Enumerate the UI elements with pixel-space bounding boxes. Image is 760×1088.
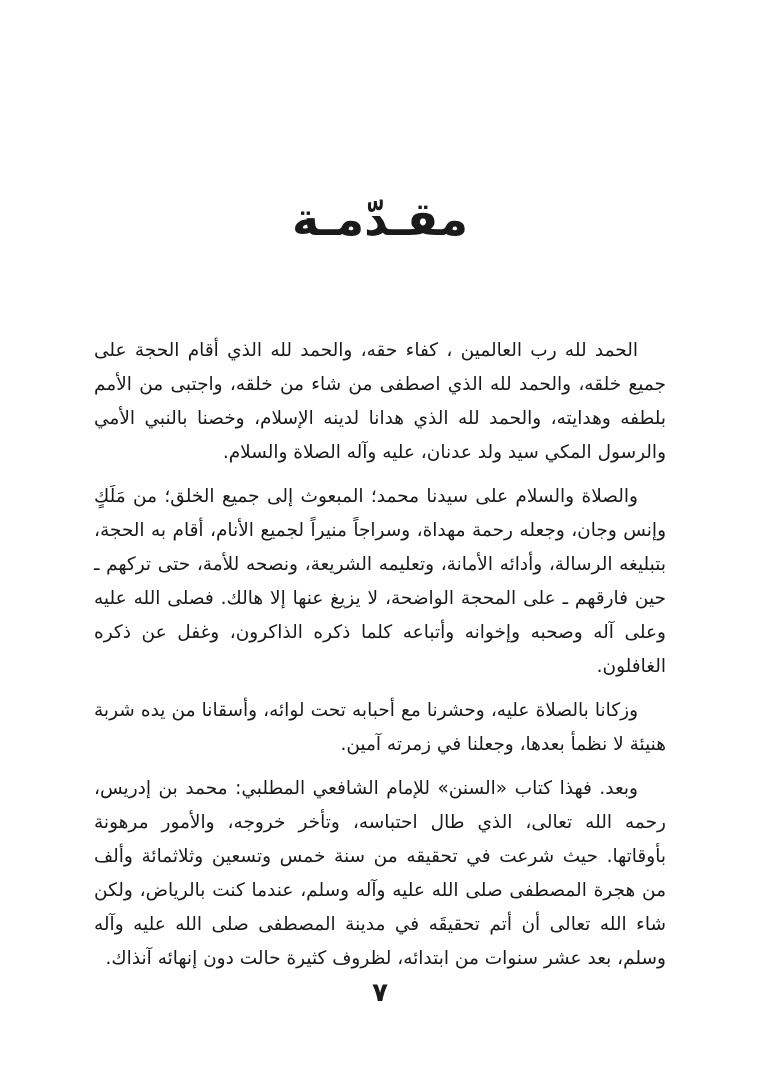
paragraph-1: الحمد لله رب العالمين ، كفاء حقه، والحمد لله الذي أقام الحجة على جميع خلقه، والحمد لله الذي اصطفى من شاء من خلقه، واجتبى من الأمم بلطفه وهدايته، والحمد لله الذي هدانا لدينه الإسلام، وخصنا بالنبي الأمي والرسول المكي سيد ولد عدنان، عليه وآله الصلاة والسلام. [94, 340, 666, 463]
body-text [94, 334, 666, 986]
paragraph-3: وزكانا بالصلاة عليه، وحشرنا مع أحبابه تحت لوائه، وأسقانا من يده شربة هنيئة لا نظمأ بعدها، وجعلنا في زمرته آمين. [94, 700, 666, 755]
page-title: مقـدّمـة [292, 192, 468, 246]
paragraph-4: وبعد. فهذا كتاب «السنن» للإمام الشافعي المطلبي: محمد بن إدريس، رحمه الله تعالى، الذي طال احتباسه، وتأخر خروجه، والأمور مرهونة بأوقاتها. حيث شرعت في تحقيقه من سنة خمس وتسعين وثلاثمائة وألف من هجرة المصطفى صلى الله عليه وآله وسلم، عندما كنت بالرياض، ولكن شاء الله تعالى أن أتم تحقيقَه في مدينة المصطفى صلى الله عليه وآله وسلم، بعد عشر سنوات من ابتدائه، لظروف كثيرة حالت دون إنهائه آنذاك. [94, 778, 666, 969]
page-number: ٧ [372, 978, 388, 1008]
paragraph-2: والصلاة والسلام على سيدنا محمد؛ المبعوث إلى جميع الخلق؛ من مَلَكٍ وإنس وجان، وجعله رحمة مهداة، وسراجاً منيراً لجميع الأنام، أقام به الحجة، بتبليغه الرسالة، وأدائه الأمانة، وتعليمه الشريعة، ونصحه للأمة، حتى تركهم ـ حين فارقهم ـ على المحجة الواضحة، لا يزيغ عنها إلا هالك. فصلى الله عليه وعلى آله وصحبه وإخوانه وأتباعه كلما ذكره الذاكرون، وغفل عن ذكره الغافلون. [94, 486, 666, 677]
